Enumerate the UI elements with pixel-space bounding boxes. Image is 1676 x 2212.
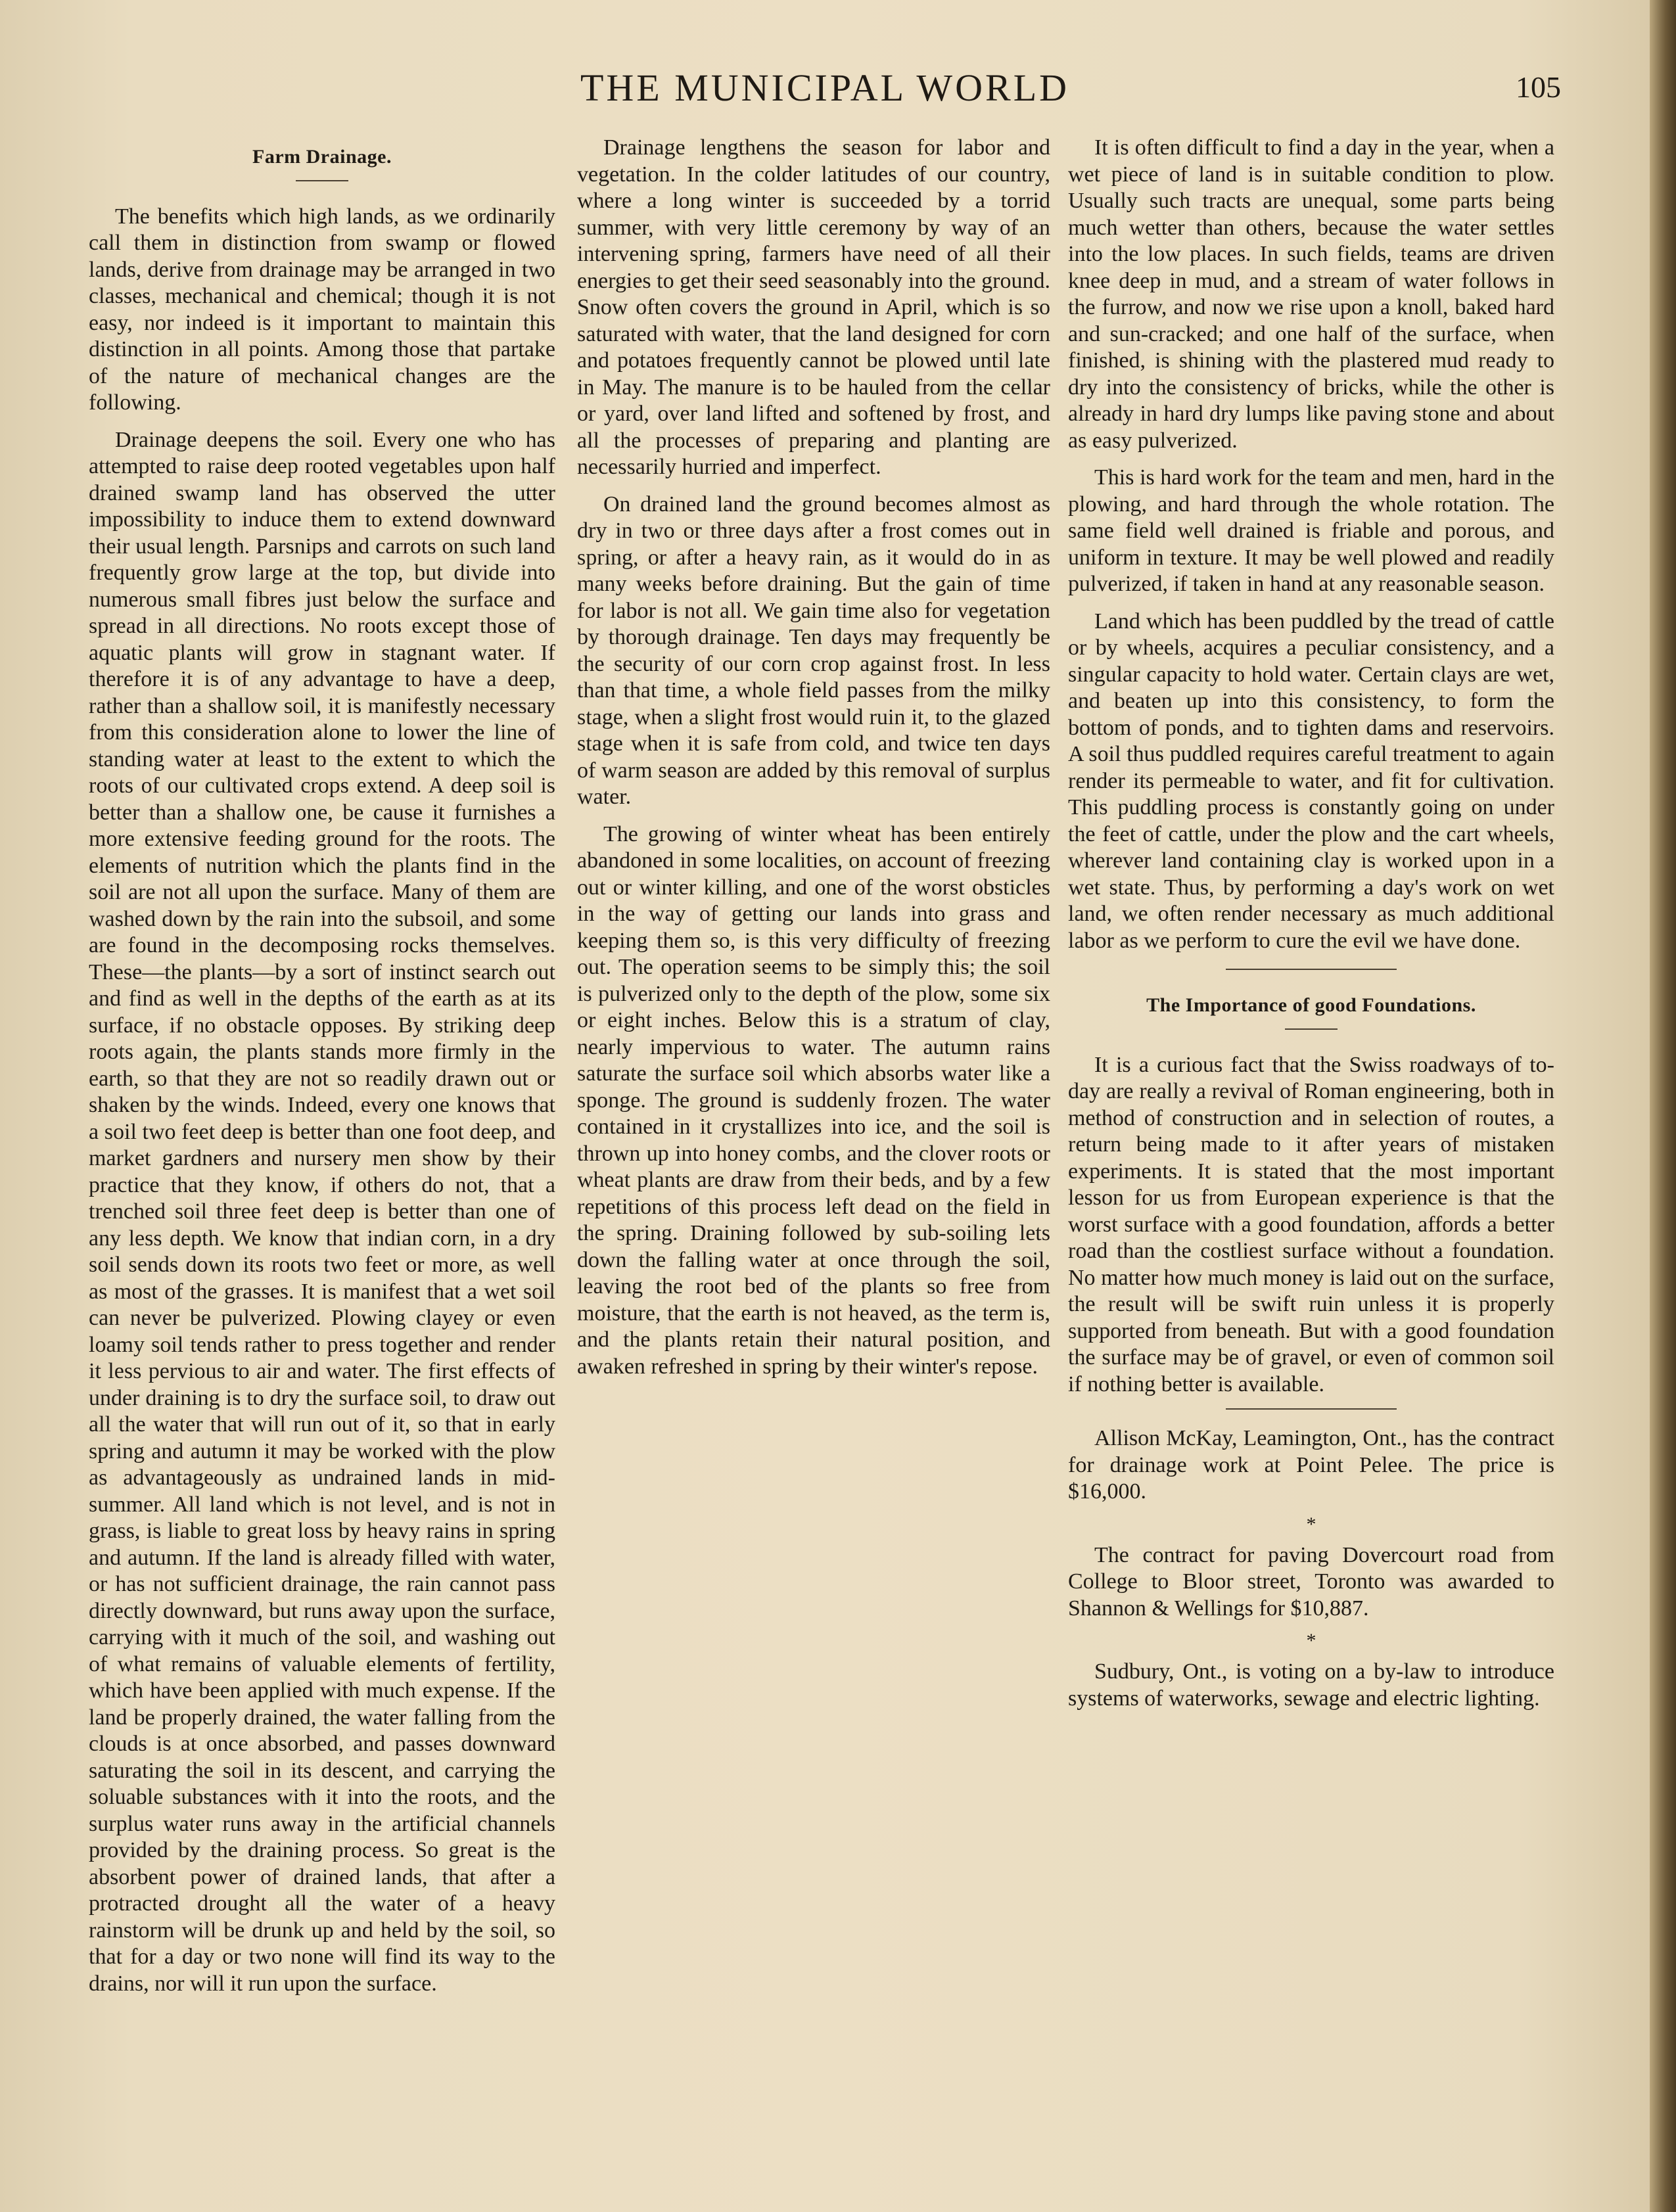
masthead: THE MUNICIPAL WORLD (580, 66, 1070, 109)
news-note: Sudbury, Ont., is voting on a by-law to introduce systems of waterworks, sewage and electric lighting. (1068, 1659, 1554, 1711)
news-note: The contract for paving Dovercourt road from College to Bloor street, Toronto was awarded to Shannon & Wellings for $10,887. (1068, 1542, 1554, 1621)
article-paragraph: The growing of winter wheat has been entirely abandoned in some localities, on account of freezing out or winter killing, and one of the worst obsticles in the way of getting our lands into grass and keeping them so, is this very difficulty of freezing out. The operation seems to be simply this; the soil is pulverized only to the depth of the plow, some six or eight inches. Below this is a stratum of clay, nearly impervious to water. The autumn rains saturate the surface soil which absorbs water like a sponge. The ground is suddenly frozen. The water contained in it crystallizes into ice, and the soil is thrown up into honey combs, and the clover roots or wheat plants are draw from their beds, and by a few repetitions of this process left dead on the field in the spring. Draining followed by sub-soiling lets down the falling water at once through the soil, leaving the root bed of the plants so free from moisture, that the earth is not heaved, as the term is, and the plants retain their natural position, and awaken refreshed in spring by their winter's repose. (577, 821, 1050, 1379)
article-title-farm-drainage: Farm Drainage. (252, 146, 392, 168)
column-1 (89, 135, 555, 2119)
title-divider (296, 180, 348, 181)
article-paragraph: On drained land the ground becomes almost as dry in two or three days after a frost comes out in spring, or after a heavy rain, as it would do in as many weeks before draining. But the gain of time for labor is not all. We gain time also for vegetation by thorough drainage. Ten days may frequently be the security of our corn crop against frost. In less than that time, a whole field passes from the milky stage, when a slight frost would ruin it, to the glazed stage when it is safe from cold, and twice ten days of warm season are added by this removal of surplus water. (577, 492, 1050, 809)
column-3 (1068, 135, 1554, 2119)
article-paragraph: Drainage deepens the soil. Every one who has attempted to raise deep rooted vegetables upon half drained swamp land has observed the utter impossibility to induce them to extend downward their usual length. Parsnips and carrots on such land frequently grow large at the top, but divide into numerous small fibres just below the surface and spread in all directions. No roots except those of aquatic plants will grow in stagnant water. If therefore it is of any advantage to have a deep, rather than a shallow soil, it is manifestly necessary from this consideration alone to lower the line of standing water at least to the extent to which the roots of our cultivated crops extend. A deep soil is better than a shallow one, be cause it furnishes a more extensive feeding ground for the roots. The elements of nutrition which the plants find in the soil are not all upon the surface. Many of them are washed down by the rain into the subsoil, and some are found in the decomposing rocks themselves. These—the plants—by a sort of instinct search out and find as well in the depths of the earth as at its surface, if no obstacle opposes. By striking deep roots again, the plants stands more firmly in the earth, so that they are not so readily drawn out or shaken by the winds. Indeed, every one knows that a soil two feet deep is better than one foot deep, and market gardners and nursery men show by their practice that they know, if others do not, that a trenched soil three feet deep is better than one of any less depth. We know that indian corn, in a dry soil sends down its roots two feet or more, as well as most of the grasses. It is manifest that a wet soil can never be pulverized. Plowing clayey or even loamy soil tends rather to press together and render it less pervious to air and water. The first effects of under draining is to dry the surface soil, to draw out all the water that will run out of it, so that in early spring and autumn it may be worked with the plow as advantageously as undrained lands in mid-summer. All land which is not level, and is not in grass, is liable to great loss by heavy rains in spring and autumn. If the land is already filled with water, or has not sufficient drainage, the rain cannot pass directly downward, but runs away upon the surface, carrying with it much of the soil, and washing out of what remains of valuable elements of fertility, which have been applied with much expense. If the land be properly drained, the water falling from the clouds is at once absorbed, and passes downward saturating the soil in its descent, and carrying the soluable substances with it into the roots, and the surplus water runs away in the artificial channels provided by the draining process. So great is the absorbent power of drained lands, that after a protracted drought all the water of a heavy rainstorm will be drunk up and held by the soil, so that for a day or two none will find its way to the drains, nor will it run upon the surface. (89, 427, 555, 1996)
article-paragraph: It is a curious fact that the Swiss roadways of to-day are really a revival of Roman engineering, both in method of construction and in selection of routes, a return being made to it after years of mistaken experiments. It is stated that the most important lesson for us from European experience is that the worst surface with a good foundation, affords a better road than the costliest surface without a foundation. No matter how much money is laid out on the surface, the result will be swift ruin unless it is properly supported from beneath. But with a good foundation the surface may be of gravel, or even of common soil if nothing better is available. (1068, 1052, 1554, 1396)
title-divider (1285, 1028, 1338, 1030)
article-paragraph: The benefits which high lands, as we ordinarily call them in distinction from swamp or flowed lands, derive from drainage may be arranged in two classes, mechanical and chemical; though it is not easy, nor indeed is it important to maintain this distinction in all points. Among those that partake of the nature of mechanical changes are the following. (89, 204, 555, 415)
column-2 (577, 135, 1050, 2119)
binding-spine (1650, 0, 1676, 2212)
section-divider (1226, 1408, 1397, 1410)
star-separator: * (1306, 1513, 1316, 1535)
article-title-foundations: The Importance of good Foundations. (1146, 994, 1476, 1016)
article-paragraph: Land which has been puddled by the tread of cattle or by wheels, acquires a peculiar consistency, and a singular capacity to hold water. Certain clays are wet, and beaten up into this consistency, to form the bottom of ponds, and to tighten dams and reservoirs. A soil thus puddled requires careful treatment to again render its permeable to water, and fit for cultivation. This puddling process is constantly going on under the feet of cattle, under the plow and the cart wheels, wherever land containing clay is worked upon in a wet state. Thus, by performing a day's work on wet land, we often render necessary as much additional labor as we perform to cure the evil we have done. (1068, 609, 1554, 953)
page-header (0, 66, 1650, 118)
star-separator: * (1306, 1630, 1316, 1651)
page-number: 105 (1516, 70, 1561, 104)
article-paragraph: This is hard work for the team and men, hard in the plowing, and hard through the whole rotation. The same field well drained is friable and porous, and uniform in texture. It may be well plowed and readily pulverized, if taken in hand at any reasonable season. (1068, 465, 1554, 596)
article-paragraph: It is often difficult to find a day in the year, when a wet piece of land is in suitable condition to plow. Usually such tracts are unequal, some parts being much wetter than others, because the water settles into the low places. In such fields, teams are driven knee deep in mud, and a stream of water follows in the furrow, and now we rise upon a knoll, baked hard and sun-cracked; and one half of the surface, when finished, is shining with the plastered mud ready to dry into the consistency of bricks, while the other is already in hard dry lumps like paving stone and about as easy pulverized. (1068, 135, 1554, 453)
section-divider (1226, 969, 1397, 970)
news-note: Allison McKay, Leamington, Ont., has the contract for drainage work at Point Pelee. The price is $16,000. (1068, 1426, 1554, 1504)
article-paragraph: Drainage lengthens the season for labor and vegetation. In the colder latitudes of our country, where a long winter is succeeded by a torrid summer, with very little ceremony by way of an intervening spring, farmers have need of all their energies to get their seed seasonably into the ground. Snow often covers the ground in April, which is so saturated with water, that the land designed for corn and potatoes frequently cannot be plowed until late in May. The manure is to be hauled from the cellar or yard, over land lifted and softened by frost, and all the processes of preparing and planting are necessarily hurried and imperfect. (577, 135, 1050, 479)
